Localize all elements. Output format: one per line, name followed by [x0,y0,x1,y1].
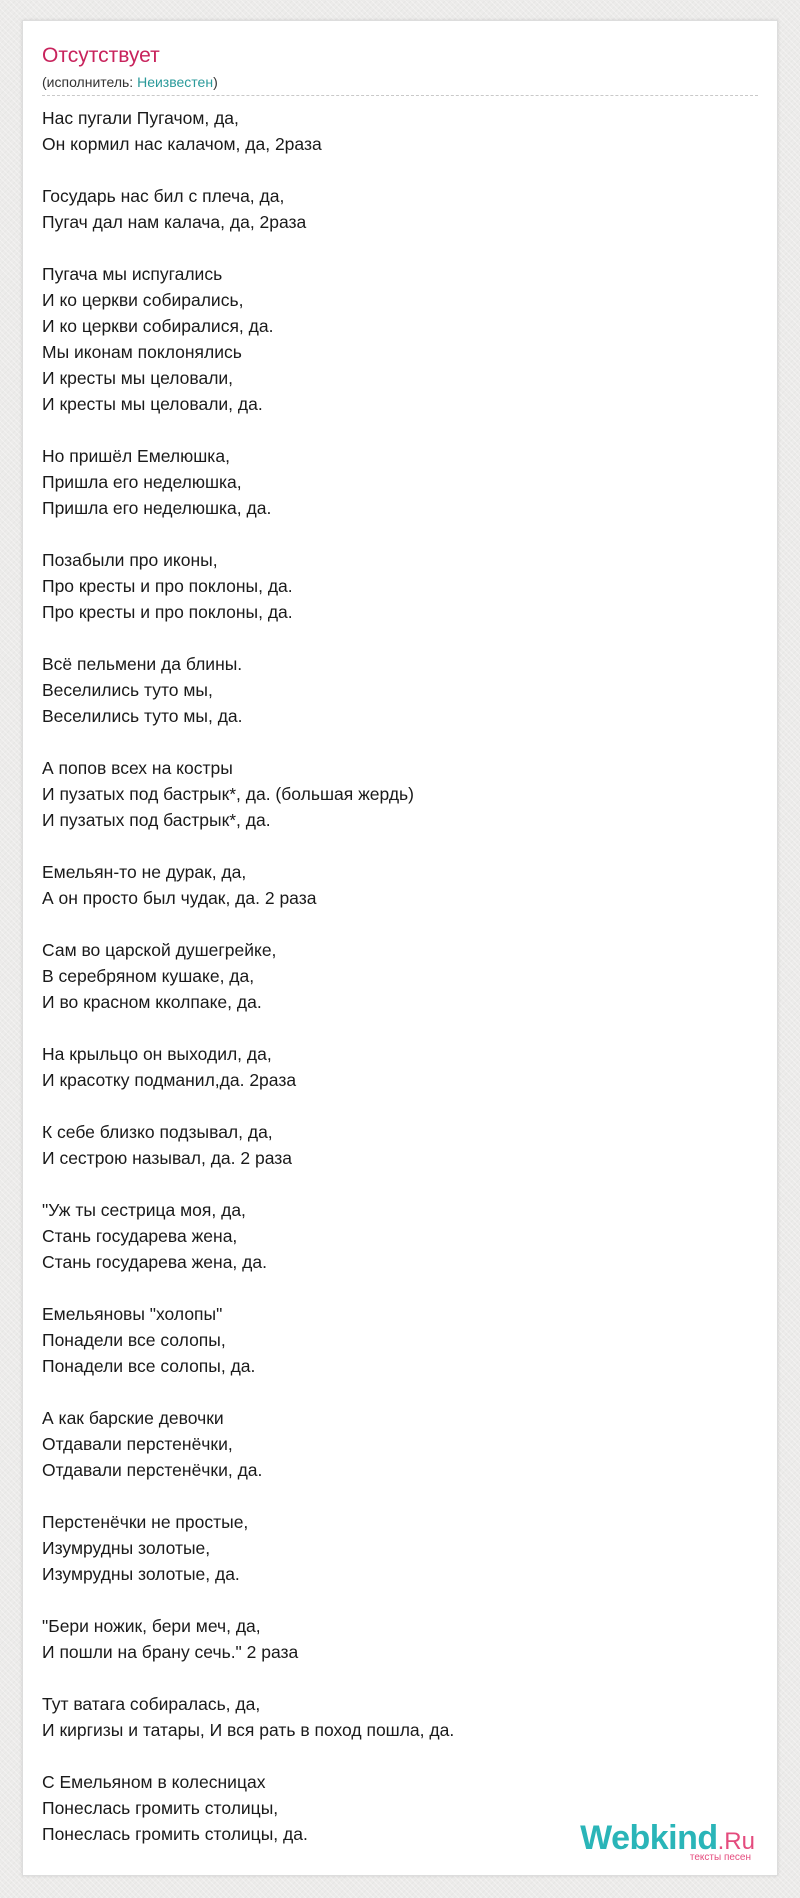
lyrics-stanza [42,1613,758,1665]
lyrics-stanza [42,547,758,625]
logo-tagline: тексты песен [689,1852,751,1863]
lyrics-line: Изумрудны золотые, да. [42,1564,240,1584]
lyrics-body [42,105,758,1873]
lyrics-line: Отдавали перстенёчки, да. [42,1460,263,1480]
lyrics-line: Веселились туто мы, [42,680,213,700]
lyrics-line: Сам во царской душегрейке, [42,940,277,960]
lyrics-line: Пришла его неделюшка, [42,472,242,492]
song-header [42,43,758,96]
lyrics-line: Перстенёчки не простые, [42,1512,249,1532]
lyrics-line: И пузатых под бастрык*, да. (большая жердь) [42,784,414,804]
lyrics-line: Пугача мы испугались [42,264,223,284]
lyrics-line: Тут ватага собиралась, да, [42,1694,261,1714]
lyrics-line: Понеслась громить столицы, да. [42,1824,308,1844]
song-title: Отсутствует [42,44,160,67]
lyrics-line: И ко церкви собирались, [42,290,244,310]
lyrics-line: Понадели все солопы, да. [42,1356,256,1376]
lyrics-line: Стань государева жена, да. [42,1252,267,1272]
lyrics-line: Всё пельмени да блины. [42,654,243,674]
lyrics-stanza [42,1041,758,1093]
logo-main-text: Webkind [580,1819,718,1857]
lyrics-card [22,20,778,1876]
lyrics-line: И пузатых под бастрык*, да. [42,810,271,830]
lyrics-line: Пугач дал нам калача, да, 2раза [42,212,307,232]
lyrics-line: С Емельяном в колесницах [42,1772,266,1792]
lyrics-line: Веселились туто мы, да. [42,706,243,726]
lyrics-line: Понеслась громить столицы, [42,1798,279,1818]
lyrics-line: Позабыли про иконы, [42,550,218,570]
lyrics-line: И красотку подманил,да. 2раза [42,1070,297,1090]
lyrics-line: Емельяновы "холопы" [42,1304,223,1324]
lyrics-stanza [42,1119,758,1171]
lyrics-stanza [42,1691,758,1743]
lyrics-stanza [42,1405,758,1483]
lyrics-stanza [42,183,758,235]
lyrics-stanza [42,1301,758,1379]
lyrics-stanza [42,261,758,417]
artist-line [42,73,758,96]
lyrics-line: "Уж ты сестрица моя, да, [42,1200,246,1220]
lyrics-line: А попов всех на костры [42,758,233,778]
lyrics-line: В серебряном кушаке, да, [42,966,255,986]
lyrics-line: "Бери ножик, бери меч, да, [42,1616,261,1636]
lyrics-line: Про кресты и про поклоны, да. [42,576,293,596]
lyrics-line: И кресты мы целовали, [42,368,234,388]
lyrics-stanza [42,1197,758,1275]
lyrics-line: Он кормил нас калачом, да, 2раза [42,134,322,154]
lyrics-stanza [42,651,758,729]
lyrics-line: Но пришёл Емелюшка, [42,446,230,466]
lyrics-line: И ко церкви собиралися, да. [42,316,274,336]
lyrics-stanza [42,755,758,833]
lyrics-line: Пришла его неделюшка, да. [42,498,272,518]
logo-tld-text: .Ru [717,1828,755,1855]
lyrics-line: Емельян-то не дурак, да, [42,862,247,882]
lyrics-line: Изумрудны золотые, [42,1538,211,1558]
lyrics-line: А он просто был чудак, да. 2 раза [42,888,317,908]
lyrics-line: Государь нас бил с плеча, да, [42,186,285,206]
lyrics-line: Про кресты и про поклоны, да. [42,602,293,622]
lyrics-line: А как барские девочки [42,1408,224,1428]
lyrics-stanza [42,105,758,157]
artist-link[interactable]: Неизвестен [137,74,214,90]
lyrics-line: И кресты мы целовали, да. [42,394,263,414]
lyrics-line: Мы иконам поклонялись [42,342,242,362]
lyrics-line: Понадели все солопы, [42,1330,226,1350]
lyrics-stanza [42,859,758,911]
lyrics-line: Стань государева жена, [42,1226,238,1246]
lyrics-line: Отдавали перстенёчки, [42,1434,233,1454]
site-logo[interactable] [580,1821,755,1863]
lyrics-line: И пошли на брану сечь." 2 раза [42,1642,299,1662]
lyrics-stanza [42,937,758,1015]
lyrics-line: На крыльцо он выходил, да, [42,1044,272,1064]
lyrics-stanza [42,1509,758,1587]
lyrics-line: К себе близко подзывал, да, [42,1122,273,1142]
lyrics-line: И сестрою называл, да. 2 раза [42,1148,292,1168]
lyrics-line: Нас пугали Пугачом, да, [42,108,239,128]
lyrics-stanza [42,443,758,521]
artist-suffix: ) [213,74,218,90]
lyrics-line: И киргизы и татары, И вся рать в поход пошла, да. [42,1720,455,1740]
artist-prefix: (исполнитель: [42,74,138,90]
lyrics-line: И во красном кколпаке, да. [42,992,262,1012]
